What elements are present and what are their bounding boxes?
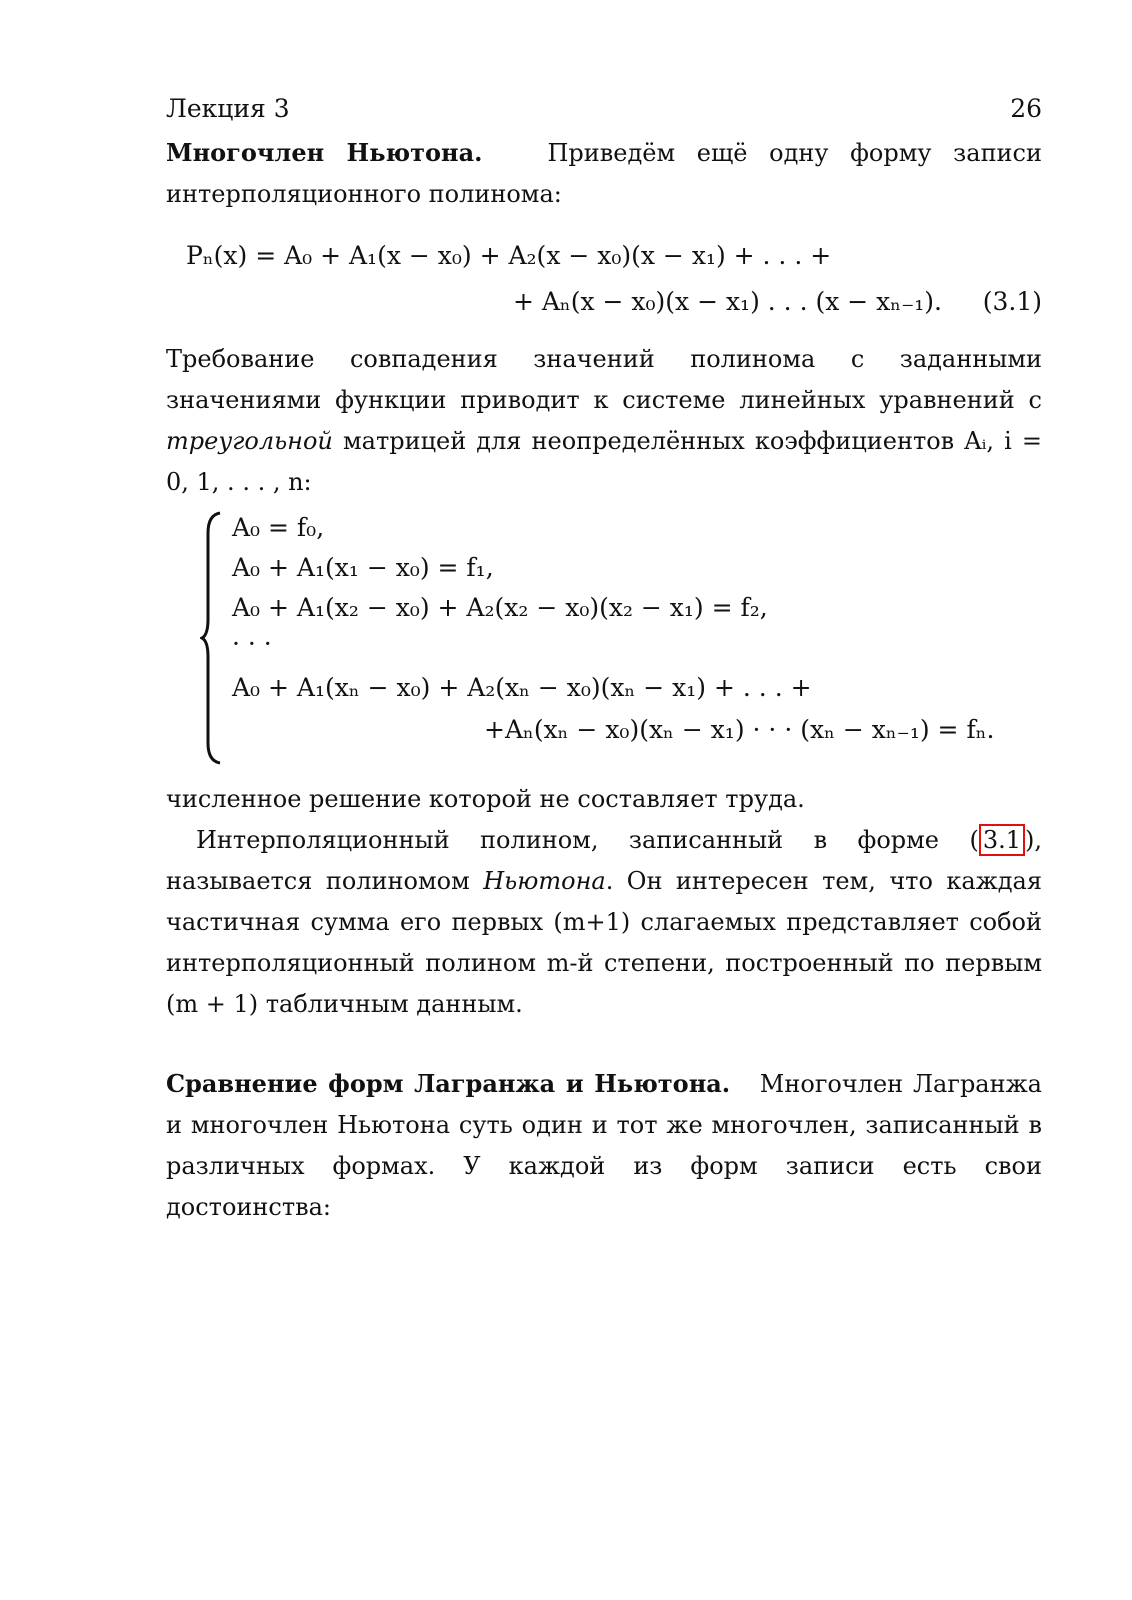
paragraph-requirement [166,339,1042,503]
page-number: 26 [1010,94,1042,123]
section-gap [166,1025,1042,1063]
equation-reference-link[interactable]: 3.1 [979,824,1025,856]
requirement-emphasis: треугольной [166,427,333,455]
section-comparison-title: Сравнение форм Лагранжа и Ньютона. [166,1069,731,1098]
equation-3-1 [166,231,1042,331]
equation-number: (3.1) [982,287,1042,316]
newton-text-3: . Он интересен тем, что каждая частичная сумма его первых (m+1) слагаемых представляет собой интерполяционный полином m-й степени, построенный по первым (m + 1) табличным данным. [166,867,1042,1018]
section-newton-title: Многочлен Ньютона. [166,138,483,167]
paragraph-solution: численное решение которой не составляет труда. [166,785,805,813]
equation-system [166,511,1042,773]
system-row-6: +Aₙ(xₙ − x₀)(xₙ − x₁) · · · (xₙ − xₙ₋₁) = fₙ. [484,715,995,744]
header-lecture: Лекция 3 [166,94,290,123]
system-row-2: A₀ + A₁(x₁ − x₀) = f₁, [232,553,494,582]
section-newton-paragraph [166,132,1042,215]
section-comparison-text: Многочлен Лагранжа и многочлен Ньютона суть один и тот же многочлен, записанный в различных формах. У каждой из форм записи есть свои достоинства: [166,1070,1042,1221]
system-row-5: A₀ + A₁(xₙ − x₀) + A₂(xₙ − x₀)(xₙ − x₁) + . . . + [232,673,812,702]
newton-text-1: Интерполяционный полином, записанный в форме ( [196,826,979,854]
paragraph-newton-polynomial [166,820,1042,1025]
system-row-1: A₀ = f₀, [232,513,325,542]
newton-text-2: ), называется полиномом [166,826,1042,895]
system-row-4: · · · [232,629,272,658]
section-newton-intro: Приведём ещё одну форму записи интерполяционного полинома: [166,139,1042,208]
equation-line-2: + Aₙ(x − x₀)(x − x₁) . . . (x − xₙ₋₁). [512,287,942,316]
section-comparison-paragraph [166,1063,1042,1228]
newton-emphasis: Ньютона [483,867,606,895]
system-row-3: A₀ + A₁(x₂ − x₀) + A₂(x₂ − x₀)(x₂ − x₁) = f₂, [232,593,768,622]
requirement-text-end: матрицей для неопределённых коэффициентов Aᵢ, i = 0, 1, . . . , n: [166,427,1042,496]
equation-line-1: Pₙ(x) = A₀ + A₁(x − x₀) + A₂(x − x₀)(x − x₁) + . . . + [186,241,832,270]
left-brace-icon [200,511,224,765]
page [166,92,1042,1228]
requirement-text-start: Требование совпадения значений полинома с заданными значениями функции приводит к системе линейных уравнений с [166,345,1042,414]
running-header [166,92,1042,132]
